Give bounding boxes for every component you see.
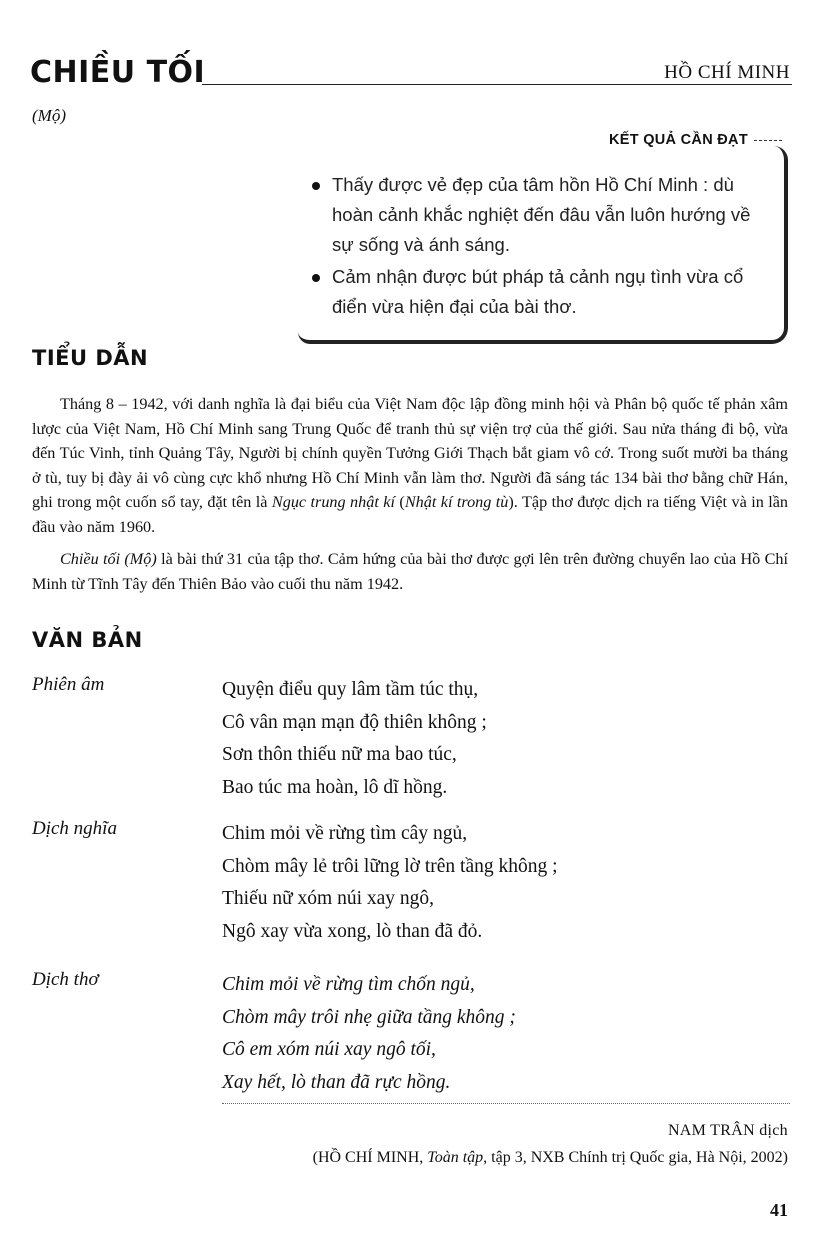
poem-line: Chim mỏi về rừng tìm cây ngủ, — [222, 823, 468, 844]
page-number: 41 — [770, 1200, 788, 1220]
poem-subtitle: (Mộ) — [32, 106, 66, 125]
text-heading: VĂN BẢN — [32, 628, 143, 652]
poem-line: Cô em xóm núi xay ngô tối, — [222, 1039, 436, 1060]
intro-heading: TIỂU DẪN — [32, 346, 149, 370]
bullet-icon — [312, 182, 320, 190]
title-row — [30, 56, 792, 90]
poem-line: Quyện điểu quy lâm tầm túc thụ, — [222, 679, 479, 700]
translator-credit: NAM TRÂN dịch — [667, 1122, 788, 1139]
work-title: Nhật kí trong tù — [404, 493, 509, 511]
learning-goals-title: KẾT QUẢ CẦN ĐẠT — [609, 132, 752, 148]
poem-line: Bao túc ma hoàn, lô dĩ hồng. — [222, 776, 448, 798]
learning-goals-list — [312, 170, 768, 324]
source-citation — [313, 1149, 788, 1167]
poem-line: Cô vân mạn mạn độ thiên không ; — [222, 711, 487, 733]
intro-text: là bài thứ 31 của tập thơ. Cảm hứng của bài thơ được gợi lên trên đường chuyển lao của Hồ Chí Minh từ Tĩnh Tây đến Thiên Bảo vào cuối thu năm 1942. — [32, 550, 788, 593]
poem-line: Chòm mây trôi nhẹ giữa tầng không ; — [222, 1006, 516, 1028]
dich-nghia-label: Dịch nghĩa — [32, 818, 117, 839]
phien-am-lines — [222, 674, 487, 804]
learning-goal-item — [312, 262, 768, 322]
intro-paragraph — [32, 547, 788, 596]
poem-line: Xay hết, lò than đã rực hồng. — [222, 1071, 451, 1093]
poem-title-ref: Chiều tối (Mộ) — [60, 550, 157, 568]
source-text: (HỒ CHÍ MINH, — [312, 1149, 428, 1166]
poem-line: Sơn thôn thiếu nữ ma bao túc, — [222, 744, 457, 765]
intro-paragraph — [32, 392, 788, 539]
learning-goal-item — [312, 170, 768, 260]
intro-body — [32, 392, 788, 596]
author-name: HỒ CHÍ MINH — [658, 62, 790, 84]
source-text: , tập 3, NXB Chính trị Quốc gia, Hà Nội, 2002) — [483, 1149, 788, 1166]
poem-line: Chim mỏi về rừng tìm chốn ngủ, — [222, 974, 475, 995]
learning-goals-dash — [754, 140, 782, 141]
poem-title: CHIỀU TỐI — [30, 55, 206, 90]
intro-text: Tháng 8 – 1942, với danh nghĩa là đại biểu của Việt Nam độc lập đồng minh hội và Phân bộ quốc tế phản xâm lược của Việt Nam, Hồ Chí Minh sang Trung Quốc để tranh thủ sự viện trợ của thế giới. Sau nửa tháng đi bộ, vừa đến Túc Vinh, tỉnh Quảng Tây, Người bị chính quyền Tưởng Giới Thạch bắt giam vô cớ. Trong suốt mười ba tháng ở tù, tuy bị đày ải vô cùng cực khổ nhưng Hồ Chí Minh vẫn làm thơ. Người đã sáng tác 134 bài thơ bằng chữ Hán, ghi trong một cuốn sổ tay, đặt tên là — [32, 395, 788, 511]
learning-goal-text: Thấy được vẻ đẹp của tâm hồn Hồ Chí Minh : dù hoàn cảnh khắc nghiệt đến đâu vẫn luôn hướng về sự sống và ánh sáng. — [332, 174, 751, 255]
dotted-divider — [222, 1103, 790, 1104]
title-rule — [202, 84, 792, 85]
intro-text: ). Tập thơ được dịch ra tiếng Việt và in lần đầu vào năm 1960. — [32, 493, 789, 536]
dich-nghia-lines — [222, 818, 558, 948]
bullet-icon — [312, 274, 320, 282]
phien-am-label: Phiên âm — [32, 674, 105, 695]
source-work-title: Toàn tập — [427, 1149, 484, 1166]
learning-goals-box — [298, 132, 788, 344]
poem-line: Chòm mây lẻ trôi lững lờ trên tầng không ; — [222, 855, 558, 877]
poem-line: Thiếu nữ xóm núi xay ngô, — [222, 888, 435, 909]
learning-goal-text: Cảm nhận được bút pháp tả cảnh ngụ tình vừa cổ điển vừa hiện đại của bài thơ. — [332, 266, 744, 317]
poem-line: Ngô xay vừa xong, lò than đã đỏ. — [222, 920, 483, 942]
work-title: Ngục trung nhật kí — [271, 493, 395, 511]
dich-tho-label: Dịch thơ — [32, 969, 99, 990]
intro-text: ( — [394, 493, 405, 511]
dich-tho-lines — [222, 969, 516, 1099]
